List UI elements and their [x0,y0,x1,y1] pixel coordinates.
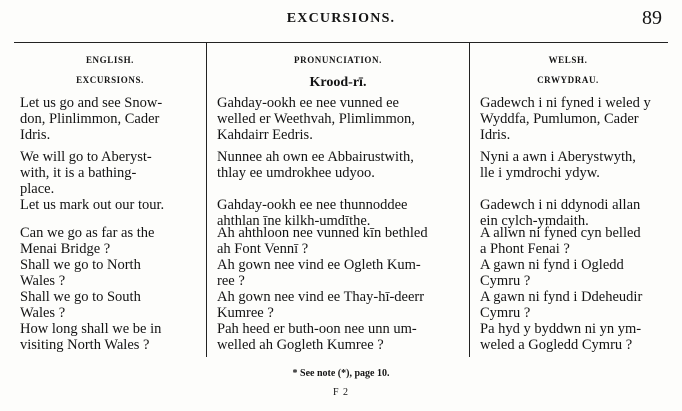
welsh-row-4-line-2: a Phont Fenai ? [480,241,570,257]
welsh-heading: WELSH. [548,55,588,65]
welsh-row-6-line-1: A gawn ni fynd i Ddeheudir [480,289,643,305]
welsh-row-3-line-1: Gadewch i ni ddynodi allan [480,197,641,213]
english-row-1-line-2: don, Plinlimmon, Cader [20,111,160,127]
pronunciation-row-2-line-1: Nunnee ah own ee Abbairustwith, [217,149,414,165]
welsh-row-2-line-2: lle i ymdrochi ydyw. [480,165,600,181]
welsh-row-4 [480,225,662,257]
english-row-5-line-1: Shall we go to North [20,257,141,273]
pronunciation-heading: PRONUNCIATION. [294,55,382,65]
pronunciation-row-6-line-1: Ah gown nee vind ee Thay-hī-deerr [217,289,425,305]
pronunciation-row-6 [217,289,465,321]
english-row-2 [20,149,202,197]
english-heading: ENGLISH. [85,55,135,65]
english-row-5-line-2: Wales ? [20,273,66,289]
english-row-2-line-3: place. [20,181,55,197]
pronunciation-column [206,43,469,357]
pronunciation-row-5-line-1: Ah gown nee vind ee Ogleth Kum- [217,257,421,273]
english-subheading: EXCURSIONS. [76,75,144,85]
welsh-row-1 [480,95,662,143]
pronunciation-row-4-line-1: Ah ahthloon nee vunned kīn bethled [217,225,428,241]
page-number: 89 [642,7,662,29]
english-row-6-line-1: Shall we go to South [20,289,141,305]
welsh-column [469,43,666,357]
pronunciation-row-7-line-2: welled ah Gogleth Kumree ? [217,337,384,353]
english-row-7-line-2: visiting North Wales ? [20,337,150,353]
welsh-row-1-line-1: Gadewch i ni fyned i weled y [480,95,651,111]
welsh-row-2-line-1: Nyni a awn i Aberystwyth, [480,149,636,165]
english-row-5 [20,257,202,289]
pronunciation-row-2 [217,149,465,181]
welsh-row-2 [480,149,662,181]
pronunciation-row-1 [217,95,465,143]
english-row-2-line-2: with, it is a bathing- [20,165,137,181]
welsh-row-1-line-2: Wyddfa, Pumlumon, Cader [480,111,639,127]
phrase-table [14,42,668,357]
english-row-1-line-1: Let us go and see Snow- [20,95,163,111]
pronunciation-row-1-line-1: Gahday-ookh ee nee vunned ee [217,95,399,111]
welsh-row-1-line-3: Idris. [480,127,511,143]
welsh-row-7 [480,321,662,353]
running-head [0,4,682,32]
pronunciation-row-5 [217,257,465,289]
pronunciation-row-4 [217,225,465,257]
english-column [14,43,206,357]
pronunciation-row-3-line-1: Gahday-ookh ee nee thunnoddee [217,197,408,213]
signature-mark: F 2 [332,387,350,398]
welsh-row-6-line-2: Cymru ? [480,305,531,321]
pronunciation-row-5-line-2: ree ? [217,273,245,289]
pronunciation-row-6-line-2: Kumree ? [217,305,274,321]
pronunciation-row-7-line-1: Pah heed er buth-oon nee unn um- [217,321,417,337]
pronunciation-row-1-line-2: welled er Weethvah, Plimlimmon, [217,111,415,127]
welsh-row-7-line-1: Pa hyd y byddwn ni yn ym- [480,321,642,337]
english-row-4-line-2: Menai Bridge ? [20,241,111,257]
welsh-row-4-line-1: A allwn ni fyned cyn belled [480,225,641,241]
english-row-2-line-1: We will go to Aberyst- [20,149,152,165]
english-row-6 [20,289,202,321]
english-row-4-line-1: Can we go as far as the [20,225,155,241]
running-title: EXCURSIONS. [286,11,396,26]
welsh-row-5-line-1: A gawn ni fynd i Ogledd [480,257,624,273]
welsh-row-5 [480,257,662,289]
pronunciation-row-4-line-2: ah Font Vennī ? [217,241,309,257]
english-row-1-line-3: Idris. [20,127,51,143]
english-row-3-line-1: Let us mark out our tour. [20,197,165,213]
english-row-3 [20,197,202,213]
english-row-1 [20,95,202,143]
english-row-6-line-2: Wales ? [20,305,66,321]
english-row-4 [20,225,202,257]
pronunciation-row-7 [217,321,465,353]
pronunciation-row-2-line-2: thlay ee umdrokhee udyoo. [217,165,375,181]
welsh-row-3-line-2: ein cylch-ymdaith. [480,213,589,229]
pronunciation-subheading: Krood-rī. [309,75,367,90]
footnote: * See note (*), page 10. [292,368,390,379]
pronunciation-row-3-line-2: ahthlan īne kilkh-umdīthe. [217,213,371,229]
welsh-subheading: CRWYDRAU. [537,75,599,85]
english-row-7 [20,321,202,353]
welsh-row-7-line-2: weled a Gogledd Cymru ? [480,337,633,353]
pronunciation-row-1-line-3: Kahdairr Eedris. [217,127,313,143]
welsh-row-6 [480,289,662,321]
english-row-7-line-1: How long shall we be in [20,321,162,337]
welsh-row-5-line-2: Cymru ? [480,273,531,289]
